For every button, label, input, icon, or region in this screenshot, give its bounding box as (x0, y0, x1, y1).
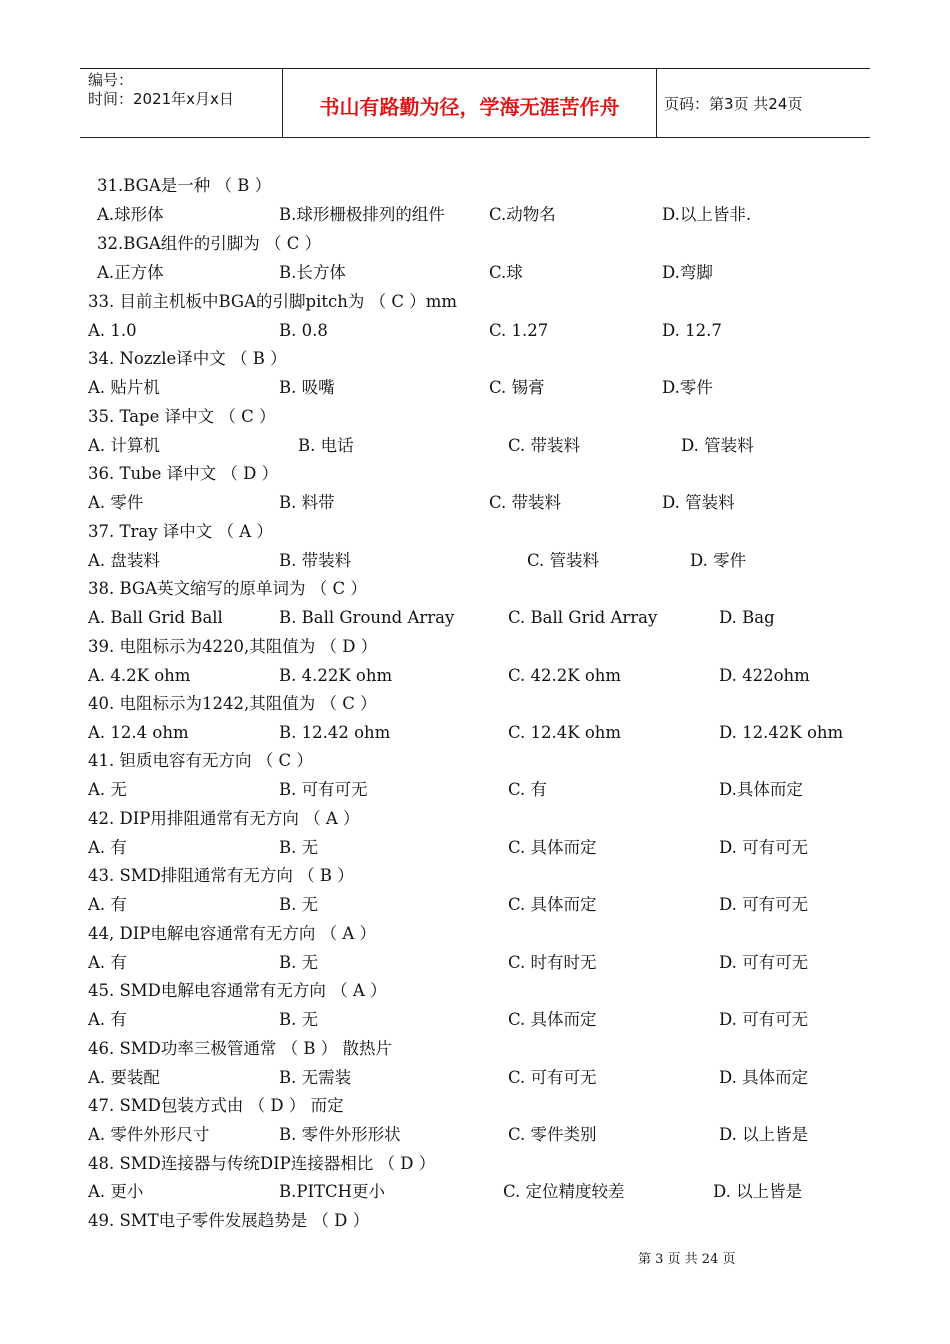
question-40-option-d: D. 12.42K ohm (719, 723, 844, 742)
question-41-option-d: D.具体而定 (719, 780, 803, 799)
question-31-option-b: B.球形栅极排列的组件 (279, 205, 445, 224)
question-34-option-b: B. 吸嘴 (279, 378, 335, 397)
question-48-option-b: B.PITCH更小 (279, 1182, 386, 1201)
question-38-option-b: B. Ball Ground Array (279, 608, 455, 627)
question-33-option-b: B. 0.8 (279, 321, 328, 340)
question-43-stem: 43. SMD排阻通常有无方向 （ B ） (88, 866, 354, 885)
question-41-stem: 41. 钽质电容有无方向 （ C ） (88, 751, 313, 770)
page-header (80, 68, 870, 138)
question-31-option-c: C.动物名 (489, 205, 556, 224)
question-48-stem: 48. SMD连接器与传统DIP连接器相比 （ D ） (88, 1154, 436, 1173)
question-40-option-c: C. 12.4K ohm (508, 723, 622, 742)
question-32-stem: 32.BGA组件的引脚为 （ C ） (97, 234, 322, 253)
question-38-option-a: A. Ball Grid Ball (88, 608, 223, 627)
question-47-option-b: B. 零件外形形状 (279, 1125, 401, 1144)
question-37-option-d: D. 零件 (690, 551, 747, 570)
question-33-option-a: A. 1.0 (88, 321, 137, 340)
question-37-stem: 37. Tray 译中文 （ A ） (88, 522, 273, 541)
question-49-stem: 49. SMT电子零件发展趋势是 （ D ） (88, 1211, 370, 1230)
question-34-option-d: D.零件 (662, 378, 713, 397)
question-35-stem: 35. Tape 译中文 （ C ） (88, 407, 276, 426)
question-39-option-c: C. 42.2K ohm (508, 666, 622, 685)
header-motto: 书山有路勤为径，学海无涯苦作舟 (319, 95, 620, 119)
question-36-option-a: A. 零件 (88, 493, 144, 512)
question-35-option-d: D. 管装料 (681, 436, 754, 455)
question-41-option-a: A. 无 (88, 780, 127, 799)
question-35-option-a: A. 计算机 (88, 436, 160, 455)
question-45-option-d: D. 可有可无 (719, 1010, 809, 1029)
question-44-option-b: B. 无 (279, 953, 319, 972)
question-41-option-c: C. 有 (508, 780, 548, 799)
question-45-option-c: C. 具体而定 (508, 1010, 597, 1029)
question-35-option-c: C. 带装料 (508, 436, 581, 455)
question-31-option-d: D.以上皆非. (662, 205, 752, 224)
question-39-option-a: A. 4.2K ohm (88, 666, 191, 685)
question-32-option-d: D.弯脚 (662, 263, 713, 282)
question-42-option-b: B. 无 (279, 838, 319, 857)
question-40-stem: 40. 电阻标示为1242,其阻值为 （ C ） (88, 694, 377, 713)
question-37-option-b: B. 带装料 (279, 551, 352, 570)
question-47-option-a: A. 零件外形尺寸 (88, 1125, 210, 1144)
question-46-option-a: A. 要装配 (88, 1068, 160, 1087)
question-46-stem: 46. SMD功率三极管通常 （ B ） 散热片 (88, 1039, 393, 1058)
question-44-option-c: C. 时有时无 (508, 953, 597, 972)
question-36-option-c: C. 带装料 (489, 493, 562, 512)
page-footer: 第 3 页 共 24 页 (638, 1252, 736, 1267)
question-46-option-d: D. 具体而定 (719, 1068, 809, 1087)
question-32-option-c: C.球 (489, 263, 523, 282)
question-43-option-a: A. 有 (88, 895, 127, 914)
question-43-option-d: D. 可有可无 (719, 895, 809, 914)
header-divider-2 (656, 69, 657, 137)
header-page-info: 页码：第3页 共24页 (664, 95, 803, 113)
question-36-option-b: B. 料带 (279, 493, 335, 512)
question-46-option-b: B. 无需装 (279, 1068, 352, 1087)
question-32-option-b: B.长方体 (279, 263, 346, 282)
question-36-stem: 36. Tube 译中文 （ D ） (88, 464, 279, 483)
question-33-stem: 33. 目前主机板中BGA的引脚pitch为 （ C ）mm (88, 292, 458, 311)
question-39-stem: 39. 电阻标示为4220,其阻值为 （ D ） (88, 637, 378, 656)
question-36-option-d: D. 管装料 (662, 493, 735, 512)
question-44-stem: 44, DIP电解电容通常有无方向 （ A ） (88, 924, 376, 943)
question-44-option-d: D. 可有可无 (719, 953, 809, 972)
serial-label: 编号： (88, 71, 134, 89)
question-46-option-c: C. 可有可无 (508, 1068, 597, 1087)
question-43-option-c: C. 具体而定 (508, 895, 597, 914)
question-41-option-b: B. 可有可无 (279, 780, 368, 799)
question-34-option-c: C. 锡膏 (489, 378, 545, 397)
question-31-stem: 31.BGA是一种 （ B ） (97, 176, 272, 195)
question-38-stem: 38. BGA英文缩写的原单词为 （ C ） (88, 579, 367, 598)
question-38-option-d: D. Bag (719, 608, 775, 627)
question-32-option-a: A.正方体 (97, 263, 164, 282)
question-39-option-d: D. 422ohm (719, 666, 810, 685)
question-39-option-b: B. 4.22K ohm (279, 666, 393, 685)
question-34-stem: 34. Nozzle译中文 （ B ） (88, 349, 287, 368)
question-40-option-b: B. 12.42 ohm (279, 723, 391, 742)
question-31-option-a: A.球形体 (97, 205, 164, 224)
time-label: 时间：2021年x月x日 (88, 90, 234, 108)
question-43-option-b: B. 无 (279, 895, 319, 914)
question-37-option-a: A. 盘装料 (88, 551, 160, 570)
question-33-option-c: C. 1.27 (489, 321, 549, 340)
question-35-option-b: B. 电话 (298, 436, 354, 455)
question-42-option-d: D. 可有可无 (719, 838, 809, 857)
question-42-stem: 42. DIP用排阻通常有无方向 （ A ） (88, 809, 360, 828)
question-37-option-c: C. 管装料 (527, 551, 600, 570)
question-33-option-d: D. 12.7 (662, 321, 722, 340)
question-38-option-c: C. Ball Grid Array (508, 608, 658, 627)
question-45-stem: 45. SMD电解电容通常有无方向 （ A ） (88, 981, 387, 1000)
question-48-option-c: C. 定位精度较差 (503, 1182, 625, 1201)
question-48-option-d: D. 以上皆是 (713, 1182, 803, 1201)
question-47-stem: 47. SMD包装方式由 （ D ） 而定 (88, 1096, 344, 1115)
question-42-option-c: C. 具体而定 (508, 838, 597, 857)
question-34-option-a: A. 贴片机 (88, 378, 160, 397)
question-47-option-d: D. 以上皆是 (719, 1125, 809, 1144)
question-45-option-b: B. 无 (279, 1010, 319, 1029)
question-40-option-a: A. 12.4 ohm (88, 723, 189, 742)
question-47-option-c: C. 零件类别 (508, 1125, 597, 1144)
question-42-option-a: A. 有 (88, 838, 127, 857)
question-44-option-a: A. 有 (88, 953, 127, 972)
header-meta (88, 71, 234, 109)
question-45-option-a: A. 有 (88, 1010, 127, 1029)
question-48-option-a: A. 更小 (88, 1182, 144, 1201)
